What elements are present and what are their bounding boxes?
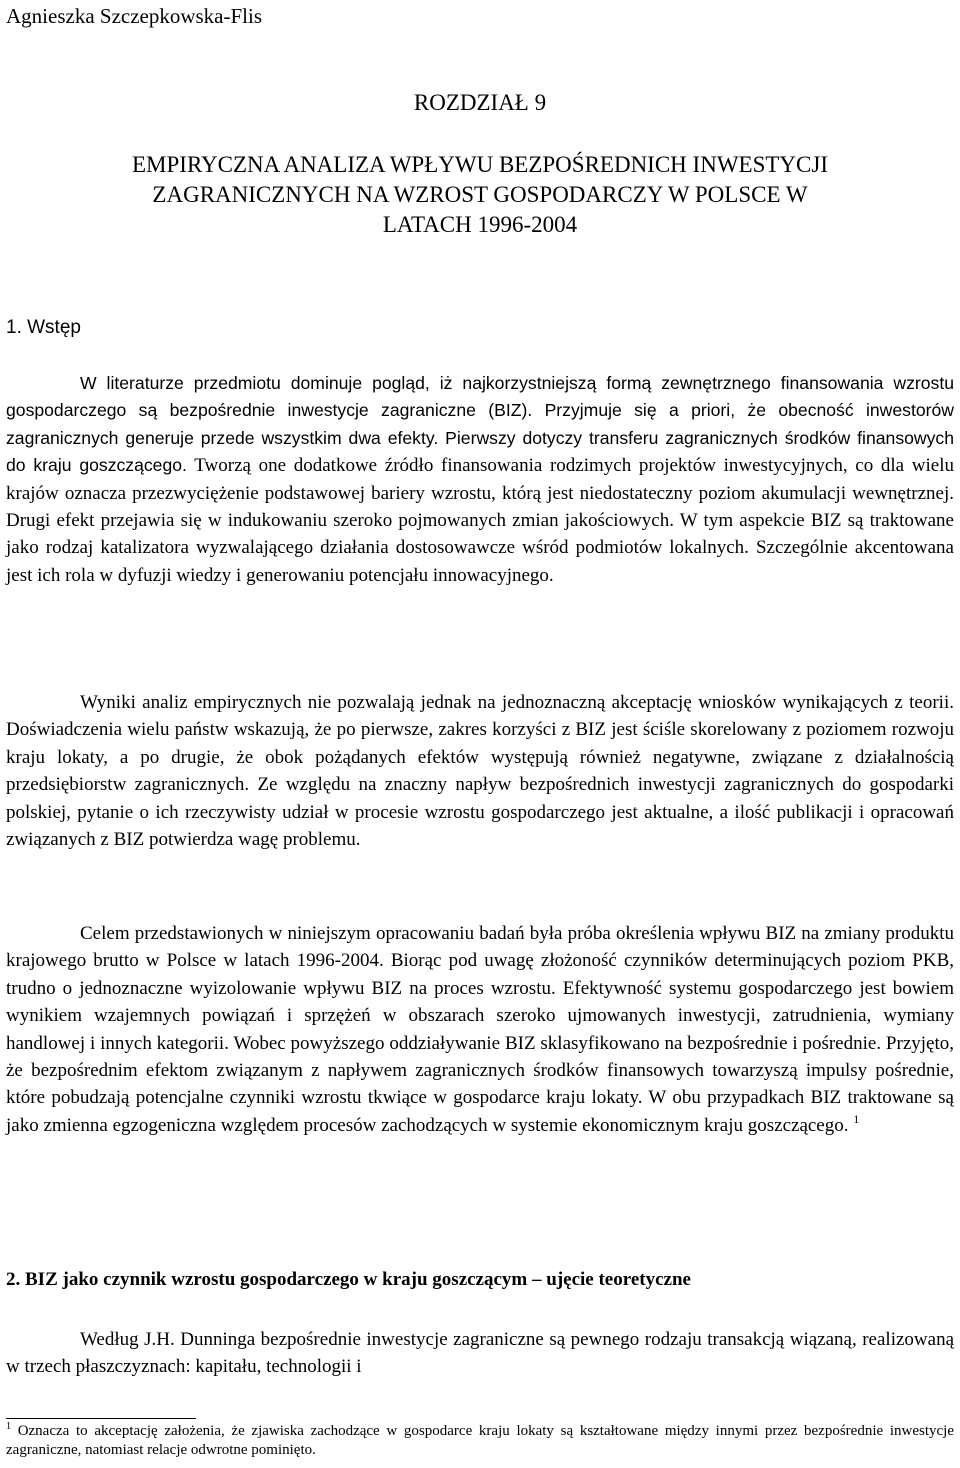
paragraph xyxy=(6,370,954,589)
chapter-title xyxy=(4,150,956,240)
section-heading-introduction: 1. Wstęp xyxy=(6,317,81,338)
chapter-title-line: LATACH 1996-2004 xyxy=(382,212,578,237)
chapter-label: ROZDZIAŁ 9 xyxy=(413,90,547,115)
footnote-reference[interactable]: 1 xyxy=(853,1111,860,1126)
footnote xyxy=(6,1422,954,1459)
footnote-number: 1 xyxy=(6,1421,11,1432)
paragraph: Według J.H. Dunninga bezpośrednie inwestycje zagraniczne są pewnego rodzaju transakcją wiązaną, realizowaną w trzech płaszczyznach: kapitału, technologii i xyxy=(6,1329,954,1378)
section-heading-theory: 2. BIZ jako czynnik wzrostu gospodarczego w kraju goszczącym – ujęcie teoretyczne xyxy=(6,1269,691,1290)
paragraph: Wyniki analiz empirycznych nie pozwalają jednak na jednoznaczną akceptację wniosków wynikających z teorii. Doświadczenia wielu państw wskazują, że po pierwsze, zakres korzyści z BIZ jest ściśle skorelowany z poziomem rozwoju kraju lokaty, a po drugie, że obok pożądanych efektów występują również negatywne, związane z działalnością przedsiębiorstw zagranicznych. Ze względu na znaczny napływ bezpośrednich inwestycji zagranicznych do gospodarki polskiej, pytanie o ich rzeczywisty udział w procesie wzrostu gospodarczego jest aktualne, a ilość publikacji i opracowań związanych z BIZ potwierdza wagę problemu. xyxy=(6,692,954,851)
chapter-title-line: EMPIRYCZNA ANALIZA WPŁYWU BEZPOŚREDNICH INWESTYCJI xyxy=(132,152,828,177)
paragraph-text-segment: Tworzą one dodatkowe źródło finansowania rodzimych projektów inwestycyjnych, co dla wielu krajów oznacza przezwyciężenie podstawowej bariery wzrostu, którą jest niedostateczny poziom akumulacji wewnętrznej. Drugi efekt przejawia się w indukowaniu szeroko pojmowanych zmian jakościowych. W tym aspekcie BIZ są traktowane jako rodzaj katalizatora wyzwalającego działania dostosowawcze wśród podmiotów lokalnych. Szczególnie akcentowana jest ich rola w dyfuzji wiedzy i generowaniu potencjału innowacyjnego. xyxy=(6,455,955,586)
paragraph-text: Celem przedstawionych w niniejszym opracowaniu badań była próba określenia wpływu BIZ na zmiany produktu krajowego brutto w Polsce w latach 1996-2004. Biorąc pod uwagę złożoność czynników determinujących poziom PKB, trudno o jednoznaczne wyizolowanie wpływu BIZ na proces wzrostu. Efektywność systemu gospodarczego jest bowiem wynikiem wzajemnych powiązań i sprzężeń w obszarach szeroko ujmowanych inwestycji, zatrudnienia, wymiany handlowej i innych kategorii. Wobec powyższego oddziaływanie BIZ sklasyfikowano na bezpośrednie i pośrednie. Przyjęto, że bezpośrednim efektom związanym z napływem zagranicznych środków finansowych towarzyszą impulsy pośrednie, które pobudzają potencjalne czynniki wzrostu tkwiące w gospodarce kraju lokaty. W obu przypadkach BIZ traktowane są jako zmienna egzogeniczna względem procesów zachodzących w systemie ekonomicznym kraju goszczącego. xyxy=(6,923,954,1136)
footnote-text: Oznacza to akceptację założenia, że zjawiska zachodzące w gospodarce kraju lokaty są kształtowane między innymi przez bezpośrednie inwestycje zagraniczne, natomiast relacje odwrotne pominięto. xyxy=(6,1423,954,1458)
paragraph-text-segment: W literaturze przedmiotu dominuje pogląd, iż najkorzystniejszą formą zewnętrznego finansowania wzrostu gospodarczego są bezpośrednie inwestycje zagraniczne (BIZ). Przyjmuje się a priori, że obecność inwestorów zagranicznych generuje przede wszystkim dwa efekty. Pierwszy dotyczy transferu zagranicznych środków finansowych do kraju goszczącego. xyxy=(6,373,954,476)
chapter-title-line: ZAGRANICZNYCH NA WZROST GOSPODARCZY W POLSCE W xyxy=(152,182,808,207)
footnote-divider xyxy=(6,1418,196,1419)
paragraph xyxy=(6,920,954,1139)
running-header-author: Agnieszka Szczepkowska-Flis xyxy=(6,4,263,28)
